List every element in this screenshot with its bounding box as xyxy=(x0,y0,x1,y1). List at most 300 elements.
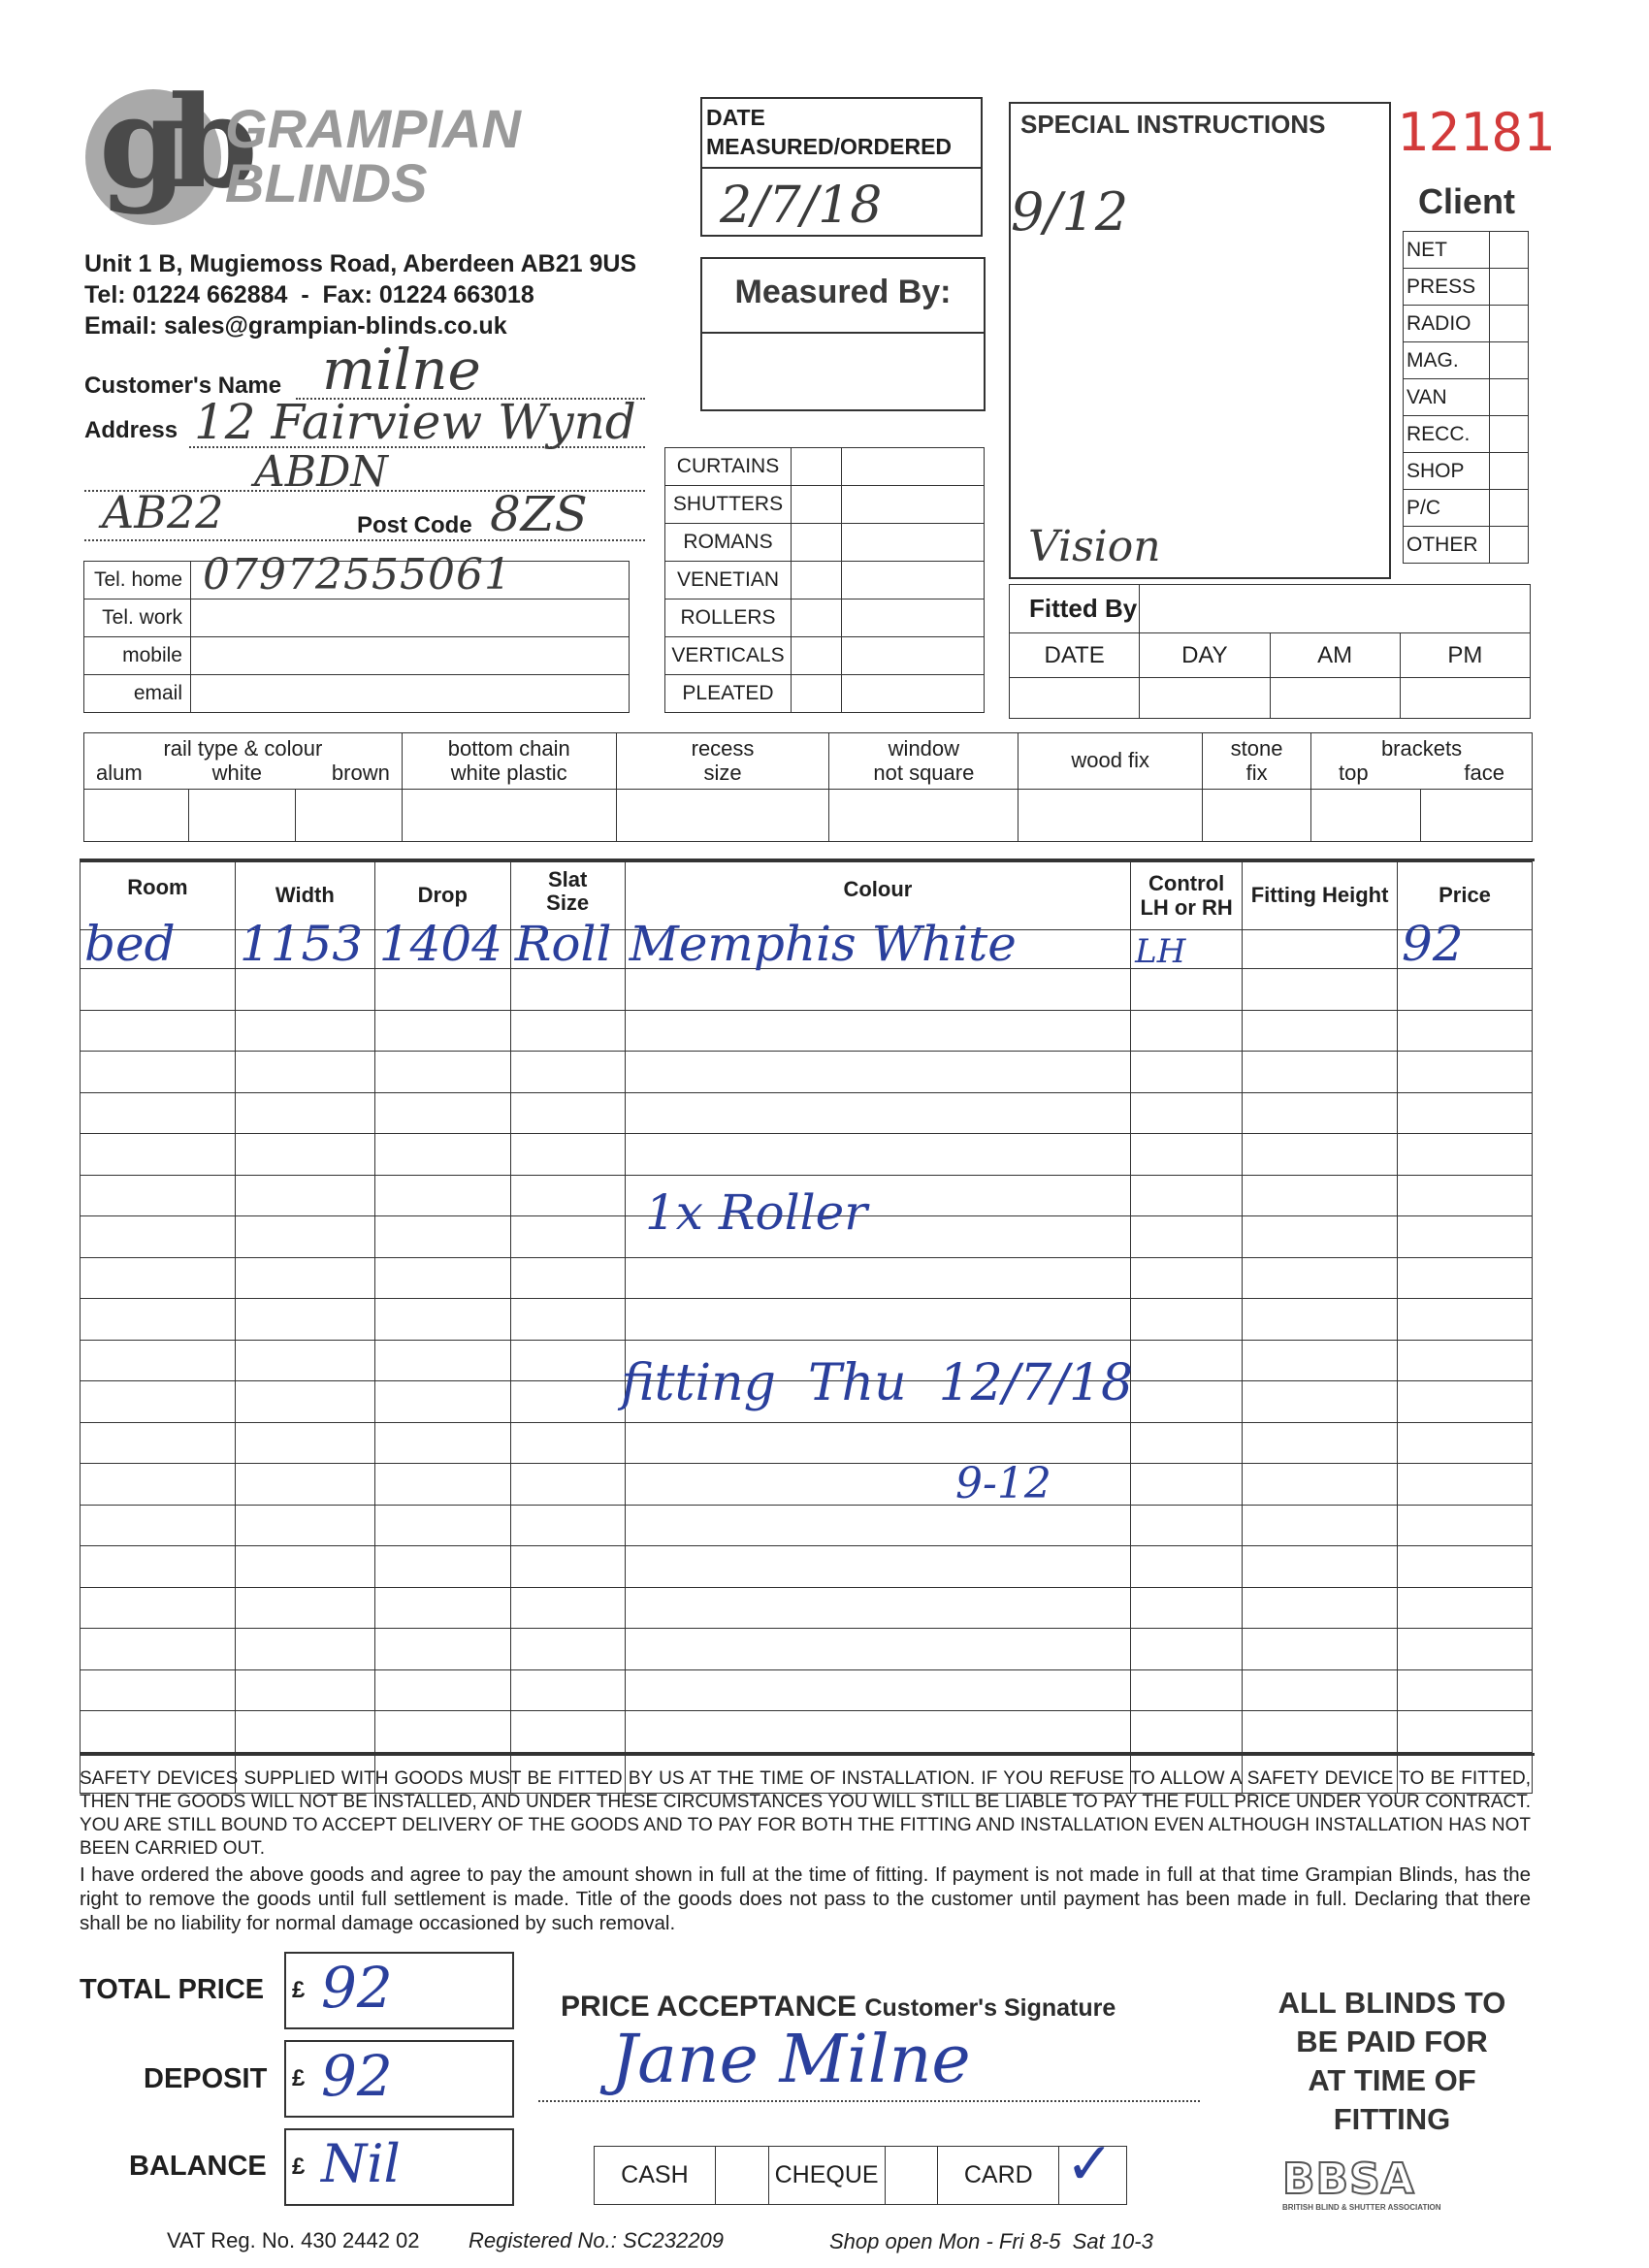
col-price: Price xyxy=(1398,862,1533,930)
cell-price[interactable] xyxy=(1398,1711,1533,1753)
client-source-label: VAN xyxy=(1404,379,1490,416)
col-control-l1: Control xyxy=(1148,871,1225,896)
cell-price[interactable] xyxy=(1398,1340,1533,1381)
product-type-label: CURTAINS xyxy=(665,448,792,486)
cell-drop[interactable] xyxy=(374,1175,510,1216)
client-source-check[interactable] xyxy=(1490,232,1529,269)
product-type-detail[interactable] xyxy=(842,486,985,524)
cell-colour[interactable] xyxy=(625,1587,1131,1629)
cell-control[interactable] xyxy=(1131,1587,1243,1629)
special-instructions-note-bottom[interactable]: Vision xyxy=(1028,522,1161,571)
cell-fitting[interactable] xyxy=(1243,1052,1398,1093)
logo-initials: gb xyxy=(99,68,241,216)
client-label: Client xyxy=(1418,181,1516,221)
spec-chain-l1: bottom chain xyxy=(447,736,570,761)
order-table xyxy=(80,861,1533,1794)
cell-room[interactable] xyxy=(81,1134,236,1176)
cell-drop[interactable] xyxy=(374,1505,510,1546)
special-instructions-box xyxy=(1009,102,1391,579)
cell-width[interactable] xyxy=(235,1381,374,1423)
fitted-by-table xyxy=(1009,584,1531,719)
cell-drop[interactable] xyxy=(374,1257,510,1299)
cell-drop[interactable] xyxy=(374,1010,510,1052)
deposit-box[interactable] xyxy=(284,2040,514,2118)
cell-room[interactable] xyxy=(81,969,236,1011)
spec-cell[interactable] xyxy=(1311,790,1421,842)
cell-price[interactable] xyxy=(1398,916,1533,972)
cell-price[interactable] xyxy=(1398,1216,1533,1258)
cell-room[interactable] xyxy=(81,1505,236,1546)
cell-room[interactable] xyxy=(81,1669,236,1711)
contact-label: email xyxy=(84,675,191,713)
spec-cell[interactable] xyxy=(402,790,616,842)
cell-room[interactable] xyxy=(81,1340,236,1381)
cell-control[interactable] xyxy=(1131,1546,1243,1588)
cell-room[interactable] xyxy=(81,1381,236,1423)
cell-colour[interactable] xyxy=(625,1134,1131,1176)
address-line3[interactable]: AB22 xyxy=(102,486,224,538)
footer-hours: Shop open Mon - Fri 8-5 Sat 10-3 xyxy=(829,2229,1153,2253)
cell-slat[interactable] xyxy=(510,1505,625,1546)
spec-recess xyxy=(616,733,829,790)
client-source-check[interactable] xyxy=(1490,306,1529,342)
cell-colour-value: Memphis White xyxy=(629,916,1017,972)
cell-fitting[interactable] xyxy=(1243,1092,1398,1134)
cell-drop[interactable] xyxy=(374,1340,510,1381)
customer-name-value[interactable]: milne xyxy=(322,337,481,403)
notice-line1: ALL BLINDS TO xyxy=(1277,1986,1506,2020)
cell-price[interactable] xyxy=(1398,1257,1533,1299)
spec-brackets xyxy=(1311,733,1533,790)
spec-cell[interactable] xyxy=(1420,790,1532,842)
cell-drop[interactable] xyxy=(374,1587,510,1629)
product-type-detail[interactable] xyxy=(842,599,985,637)
cell-control[interactable] xyxy=(1131,1340,1243,1381)
cell-control[interactable] xyxy=(1131,1216,1243,1258)
cell-fitting[interactable] xyxy=(1243,1134,1398,1176)
cell-fitting[interactable] xyxy=(1243,1299,1398,1341)
cell-width[interactable] xyxy=(235,969,374,1011)
cell-room[interactable] xyxy=(81,1010,236,1052)
cell-slat[interactable] xyxy=(510,1546,625,1588)
product-type-detail[interactable] xyxy=(842,448,985,486)
measured-by-label: Measured By: xyxy=(734,274,952,310)
footer-registered: Registered No.: SC232209 xyxy=(469,2228,724,2252)
cell-width[interactable] xyxy=(235,1464,374,1506)
cell-price[interactable] xyxy=(1398,1092,1533,1134)
cell-control[interactable] xyxy=(1131,930,1243,969)
cell-control[interactable] xyxy=(1131,1134,1243,1176)
notice-line2: BE PAID FOR xyxy=(1296,2025,1488,2058)
cell-slat[interactable] xyxy=(510,1629,625,1670)
cell-colour[interactable] xyxy=(625,1010,1131,1052)
cell-room[interactable] xyxy=(81,1464,236,1506)
table-row xyxy=(81,1464,1533,1506)
cell-fitting[interactable] xyxy=(1243,1505,1398,1546)
cell-fitting[interactable] xyxy=(1243,1381,1398,1423)
address-line1[interactable]: 12 Fairview Wynd xyxy=(194,394,636,450)
cell-drop[interactable] xyxy=(374,1052,510,1093)
address-line2[interactable]: ABDN xyxy=(254,447,388,497)
cell-price-value: 92 xyxy=(1402,916,1464,972)
client-source-check[interactable] xyxy=(1490,527,1529,564)
col-drop: Drop xyxy=(374,862,510,930)
cell-drop[interactable] xyxy=(374,969,510,1011)
company-name-line2: BLINDS xyxy=(225,152,428,213)
cell-colour[interactable] xyxy=(625,1257,1131,1299)
fitted-by-col: AM xyxy=(1270,633,1400,678)
fitted-by-col: DAY xyxy=(1140,633,1270,678)
cell-slat[interactable] xyxy=(510,1711,625,1753)
cell-room[interactable] xyxy=(81,1092,236,1134)
date-label-line2: MEASURED/ORDERED xyxy=(706,134,953,159)
cell-fitting[interactable] xyxy=(1243,1422,1398,1464)
cell-colour[interactable] xyxy=(625,1459,1131,1508)
date-value[interactable]: 2/7/18 xyxy=(720,177,883,235)
cell-colour[interactable] xyxy=(625,1052,1131,1093)
product-type-check[interactable] xyxy=(792,562,842,599)
col-control xyxy=(1131,862,1243,930)
cell-price[interactable] xyxy=(1398,1546,1533,1588)
cell-fitting[interactable] xyxy=(1243,1546,1398,1588)
cell-width[interactable] xyxy=(235,1216,374,1258)
fitted-by-cell[interactable] xyxy=(1270,678,1400,719)
cell-width[interactable] xyxy=(235,916,374,972)
client-source-check[interactable] xyxy=(1490,269,1529,306)
cell-width[interactable] xyxy=(235,1669,374,1711)
cell-control[interactable] xyxy=(1131,1629,1243,1670)
table-row xyxy=(81,1505,1533,1546)
table-row xyxy=(81,1422,1533,1464)
cell-colour[interactable] xyxy=(625,1422,1131,1464)
spec-rail-white: white xyxy=(211,760,262,785)
cell-price[interactable] xyxy=(1398,969,1533,1011)
spec-cell[interactable] xyxy=(1018,790,1203,842)
cell-colour[interactable] xyxy=(625,969,1131,1011)
product-type-label: VENETIAN xyxy=(665,562,792,599)
cell-room[interactable] xyxy=(81,1175,236,1216)
table-row xyxy=(81,1010,1533,1052)
product-type-check[interactable] xyxy=(792,524,842,562)
cell-fitting[interactable] xyxy=(1243,1464,1398,1506)
client-source-check[interactable] xyxy=(1490,416,1529,453)
product-type-label: ROMANS xyxy=(665,524,792,562)
cell-width[interactable] xyxy=(235,1629,374,1670)
cell-control[interactable] xyxy=(1131,1381,1243,1423)
cell-slat[interactable] xyxy=(510,1257,625,1299)
cell-fitting[interactable] xyxy=(1243,1669,1398,1711)
postcode-value[interactable]: 8ZS xyxy=(490,486,588,542)
cell-fitting[interactable] xyxy=(1243,1587,1398,1629)
cell-price[interactable] xyxy=(1398,1175,1533,1216)
cell-room[interactable] xyxy=(81,1711,236,1753)
client-source-label: SHOP xyxy=(1404,453,1490,490)
total-price-box[interactable] xyxy=(284,1952,514,2029)
product-type-label: VERTICALS xyxy=(665,637,792,675)
cell-slat[interactable] xyxy=(510,1464,625,1506)
cell-fitting[interactable] xyxy=(1243,1257,1398,1299)
cell-width[interactable] xyxy=(235,1010,374,1052)
cell-slat[interactable] xyxy=(510,969,625,1011)
cell-fitting[interactable] xyxy=(1243,1340,1398,1381)
payment-notice xyxy=(1251,1984,1533,2139)
cell-slat[interactable] xyxy=(510,1216,625,1258)
company-email: Email: sales@grampian-blinds.co.uk xyxy=(84,312,507,340)
contact-value-field[interactable] xyxy=(191,550,630,599)
bbsa-caption: BRITISH BLIND & SHUTTER ASSOCIATION xyxy=(1282,2203,1441,2212)
notice-line4: FITTING xyxy=(1333,2102,1451,2136)
cell-colour[interactable] xyxy=(625,1299,1131,1341)
cell-width[interactable] xyxy=(235,1340,374,1381)
product-type-check[interactable] xyxy=(792,637,842,675)
cell-fitting[interactable] xyxy=(1243,1010,1398,1052)
cell-slat[interactable] xyxy=(510,1299,625,1341)
payment-method-label: CASH xyxy=(595,2147,716,2205)
product-type-detail[interactable] xyxy=(842,562,985,599)
cell-room[interactable] xyxy=(81,1299,236,1341)
company-logo xyxy=(78,68,524,233)
cell-width[interactable] xyxy=(235,1092,374,1134)
cell-fitting[interactable] xyxy=(1243,1711,1398,1753)
cell-slat[interactable] xyxy=(510,1587,625,1629)
col-control-l2: LH or RH xyxy=(1140,894,1233,920)
balance-box[interactable] xyxy=(284,2128,514,2206)
cell-control[interactable] xyxy=(1131,1464,1243,1506)
cell-price[interactable] xyxy=(1398,1669,1533,1711)
payment-method-check[interactable] xyxy=(715,2147,768,2205)
cell-price[interactable] xyxy=(1398,1587,1533,1629)
table-row xyxy=(81,1629,1533,1670)
cell-colour[interactable] xyxy=(625,1546,1131,1588)
cell-drop[interactable] xyxy=(374,1381,510,1423)
cell-width-value: 1153 xyxy=(239,916,364,972)
spec-cell[interactable] xyxy=(295,790,402,842)
cell-drop[interactable] xyxy=(374,1092,510,1134)
product-type-check[interactable] xyxy=(792,599,842,637)
product-type-check[interactable] xyxy=(792,675,842,713)
contact-value-field[interactable] xyxy=(191,599,630,637)
cell-price[interactable] xyxy=(1398,1629,1533,1670)
cell-drop[interactable] xyxy=(374,1629,510,1670)
spec-rail-header xyxy=(84,733,403,790)
client-source-table xyxy=(1403,231,1529,564)
spec-stone xyxy=(1203,733,1311,790)
fitted-by-cell[interactable] xyxy=(1010,678,1140,719)
cell-price[interactable] xyxy=(1398,1505,1533,1546)
total-price-value: 92 xyxy=(321,1955,393,2021)
cell-slat[interactable] xyxy=(510,1175,625,1216)
balance-value: Nil xyxy=(321,2133,401,2194)
postcode-label: Post Code xyxy=(357,512,472,538)
cell-control[interactable] xyxy=(1131,1669,1243,1711)
order-note-line2: fitting Thu 12/7/18 xyxy=(621,1354,1134,1412)
client-source-label: MAG. xyxy=(1404,342,1490,379)
client-source-check[interactable] xyxy=(1490,453,1529,490)
client-source-label: RADIO xyxy=(1404,306,1490,342)
cell-drop[interactable] xyxy=(374,1669,510,1711)
cell-width[interactable] xyxy=(235,1134,374,1176)
footer-vat: VAT Reg. No. 430 2442 02 xyxy=(167,2228,420,2252)
cell-fitting[interactable] xyxy=(1243,930,1398,969)
cell-control[interactable] xyxy=(1131,1257,1243,1299)
cell-price[interactable] xyxy=(1398,1134,1533,1176)
cell-drop[interactable] xyxy=(374,1299,510,1341)
contact-value-field[interactable] xyxy=(191,675,630,713)
bbsa-logo xyxy=(1282,2155,1505,2212)
table-row xyxy=(81,1669,1533,1711)
order-note-line3: 9-12 xyxy=(955,1459,1051,1508)
cell-drop[interactable] xyxy=(374,1711,510,1753)
spec-cell[interactable] xyxy=(829,790,1018,842)
cell-width[interactable] xyxy=(235,1546,374,1588)
cell-fitting[interactable] xyxy=(1243,1175,1398,1216)
cell-slat[interactable] xyxy=(510,1669,625,1711)
cell-room[interactable] xyxy=(81,1216,236,1258)
cell-control[interactable] xyxy=(1131,1299,1243,1341)
customer-signature[interactable]: Jane Milne xyxy=(611,2022,971,2098)
spec-brackets-face: face xyxy=(1464,760,1504,785)
cell-drop[interactable] xyxy=(374,1464,510,1506)
cell-drop[interactable] xyxy=(374,1546,510,1588)
measured-by-box xyxy=(700,257,986,411)
spec-cell[interactable] xyxy=(1203,790,1311,842)
cell-control[interactable] xyxy=(1131,1505,1243,1546)
client-source-check[interactable] xyxy=(1490,379,1529,416)
fitted-by-cell[interactable] xyxy=(1400,678,1530,719)
spec-window-l1: window xyxy=(888,736,960,761)
company-phone-fax: Tel: 01224 662884 - Fax: 01224 663018 xyxy=(84,281,534,308)
payment-method-check[interactable] xyxy=(1059,2130,1127,2205)
cell-drop[interactable] xyxy=(374,1216,510,1258)
cell-price[interactable] xyxy=(1398,1010,1533,1052)
spec-cell[interactable] xyxy=(616,790,829,842)
cell-slat-value: Roll xyxy=(514,916,612,972)
table-row xyxy=(81,930,1533,969)
cell-slat[interactable] xyxy=(510,1422,625,1464)
cell-width[interactable] xyxy=(235,1505,374,1546)
cell-drop-value: 1404 xyxy=(378,916,503,972)
currency-symbol: £ xyxy=(292,1977,306,2003)
client-source-label: OTHER xyxy=(1404,527,1490,564)
cell-control[interactable] xyxy=(1131,1711,1243,1753)
cell-width[interactable] xyxy=(235,1257,374,1299)
cell-colour[interactable] xyxy=(625,1092,1131,1134)
cell-drop[interactable] xyxy=(374,916,510,972)
spec-window-l2: not square xyxy=(873,760,975,785)
cell-control[interactable] xyxy=(1131,1175,1243,1216)
spec-stone-l1: stone xyxy=(1230,736,1283,761)
cell-room[interactable] xyxy=(81,1422,236,1464)
payment-method-label: CHEQUE xyxy=(768,2147,885,2205)
cell-control[interactable] xyxy=(1131,1092,1243,1134)
product-type-check[interactable] xyxy=(792,486,842,524)
spec-cell[interactable] xyxy=(188,790,295,842)
contact-label: Tel. home xyxy=(84,562,191,599)
cell-colour[interactable] xyxy=(625,1505,1131,1546)
cell-width[interactable] xyxy=(235,1587,374,1629)
cell-room[interactable] xyxy=(81,1587,236,1629)
cell-fitting[interactable] xyxy=(1243,969,1398,1011)
cell-room[interactable] xyxy=(81,1629,236,1670)
cell-colour[interactable] xyxy=(625,916,1131,972)
cell-fitting[interactable] xyxy=(1243,1629,1398,1670)
customer-name-label: Customer's Name xyxy=(84,373,282,399)
cell-slat[interactable] xyxy=(510,1010,625,1052)
cell-price[interactable] xyxy=(1398,1052,1533,1093)
table-row xyxy=(81,1257,1533,1299)
product-type-detail[interactable] xyxy=(842,675,985,713)
cell-width[interactable] xyxy=(235,1175,374,1216)
cell-drop[interactable] xyxy=(374,1422,510,1464)
cell-price[interactable] xyxy=(1398,1381,1533,1423)
cell-width[interactable] xyxy=(235,1711,374,1753)
payment-terms: I have ordered the above goods and agree to pay the amount shown in full at the time of fitting. If payment is not made in full at that time Grampian Blinds, has the right to remove the goods until full settlement is made. Title of the goods does not pass to the customer until payment has been made in full. Declaring that there shall be no liability for normal damage occasioned by such removal. xyxy=(80,1863,1531,1934)
check-mark-icon: ✓ xyxy=(1065,2130,1115,2198)
cell-control[interactable] xyxy=(1131,1052,1243,1093)
contact-value-field[interactable] xyxy=(191,637,630,675)
cell-drop[interactable] xyxy=(374,1134,510,1176)
col-width: Width xyxy=(235,862,374,930)
spec-brackets-top: top xyxy=(1339,760,1369,785)
cell-room[interactable] xyxy=(81,1257,236,1299)
cell-price[interactable] xyxy=(1398,1464,1533,1506)
cell-width[interactable] xyxy=(235,1299,374,1341)
currency-symbol: £ xyxy=(292,2065,306,2091)
cell-slat[interactable] xyxy=(510,1052,625,1093)
client-source-check[interactable] xyxy=(1490,490,1529,527)
table-row xyxy=(81,1092,1533,1134)
date-label-line1: DATE xyxy=(706,105,765,130)
cell-price[interactable] xyxy=(1398,1422,1533,1464)
cell-room[interactable] xyxy=(81,916,236,972)
cell-room[interactable] xyxy=(81,1052,236,1093)
spec-cell[interactable] xyxy=(84,790,189,842)
client-source-label: RECC. xyxy=(1404,416,1490,453)
product-type-detail[interactable] xyxy=(842,637,985,675)
product-type-check[interactable] xyxy=(792,448,842,486)
client-source-check[interactable] xyxy=(1490,342,1529,379)
cell-control[interactable] xyxy=(1131,1422,1243,1464)
spec-wood: wood fix xyxy=(1018,733,1203,790)
product-type-detail[interactable] xyxy=(842,524,985,562)
payment-method-check[interactable] xyxy=(885,2147,938,2205)
spec-chain xyxy=(402,733,616,790)
currency-symbol: £ xyxy=(292,2154,306,2180)
spec-brackets-title: brackets xyxy=(1380,736,1463,761)
fitted-by-cell[interactable] xyxy=(1140,678,1270,719)
total-price-label: TOTAL PRICE xyxy=(80,1974,265,2005)
cell-fitting[interactable] xyxy=(1243,1216,1398,1258)
cell-slat[interactable] xyxy=(510,1134,625,1176)
cell-room[interactable] xyxy=(81,1546,236,1588)
cell-colour[interactable] xyxy=(625,1669,1131,1711)
cell-slat[interactable] xyxy=(510,1381,625,1423)
spec-recess-l1: recess xyxy=(691,736,755,761)
cell-control[interactable] xyxy=(1131,1010,1243,1052)
cell-slat[interactable] xyxy=(510,1340,625,1381)
cell-price[interactable] xyxy=(1398,1299,1533,1341)
cell-width[interactable] xyxy=(235,1052,374,1093)
safety-terms: SAFETY DEVICES SUPPLIED WITH GOODS MUST BE FITTED BY US AT THE TIME OF INSTALLATION. IF YOU REFUSE TO ALLOW A SAFETY DEVICE TO BE FITTED, THEN THE GOODS WILL NOT BE INSTALLED, AND UNDER THESE CIRCUMSTANCES YOU WILL STILL BE LIABLE TO PAY THE FULL PRICE UNDER YOUR CONTRACT. YOU ARE STILL BOUND TO ACCEPT DELIVERY OF THE GOODS AND TO PAY FOR BOTH THE FITTING AND INSTALLATION EVEN ALTHOUGH INSTALLATION HAS NOT BEEN CARRIED OUT. xyxy=(80,1768,1531,1859)
cell-colour[interactable] xyxy=(625,1711,1131,1753)
cell-colour[interactable] xyxy=(625,1629,1131,1670)
cell-width[interactable] xyxy=(235,1422,374,1464)
special-instructions-note-top[interactable]: 9/12 xyxy=(1011,181,1129,243)
cell-slat[interactable] xyxy=(510,916,625,972)
spec-rail-brown: brown xyxy=(331,760,390,785)
cell-control[interactable] xyxy=(1131,969,1243,1011)
cell-slat[interactable] xyxy=(510,1092,625,1134)
